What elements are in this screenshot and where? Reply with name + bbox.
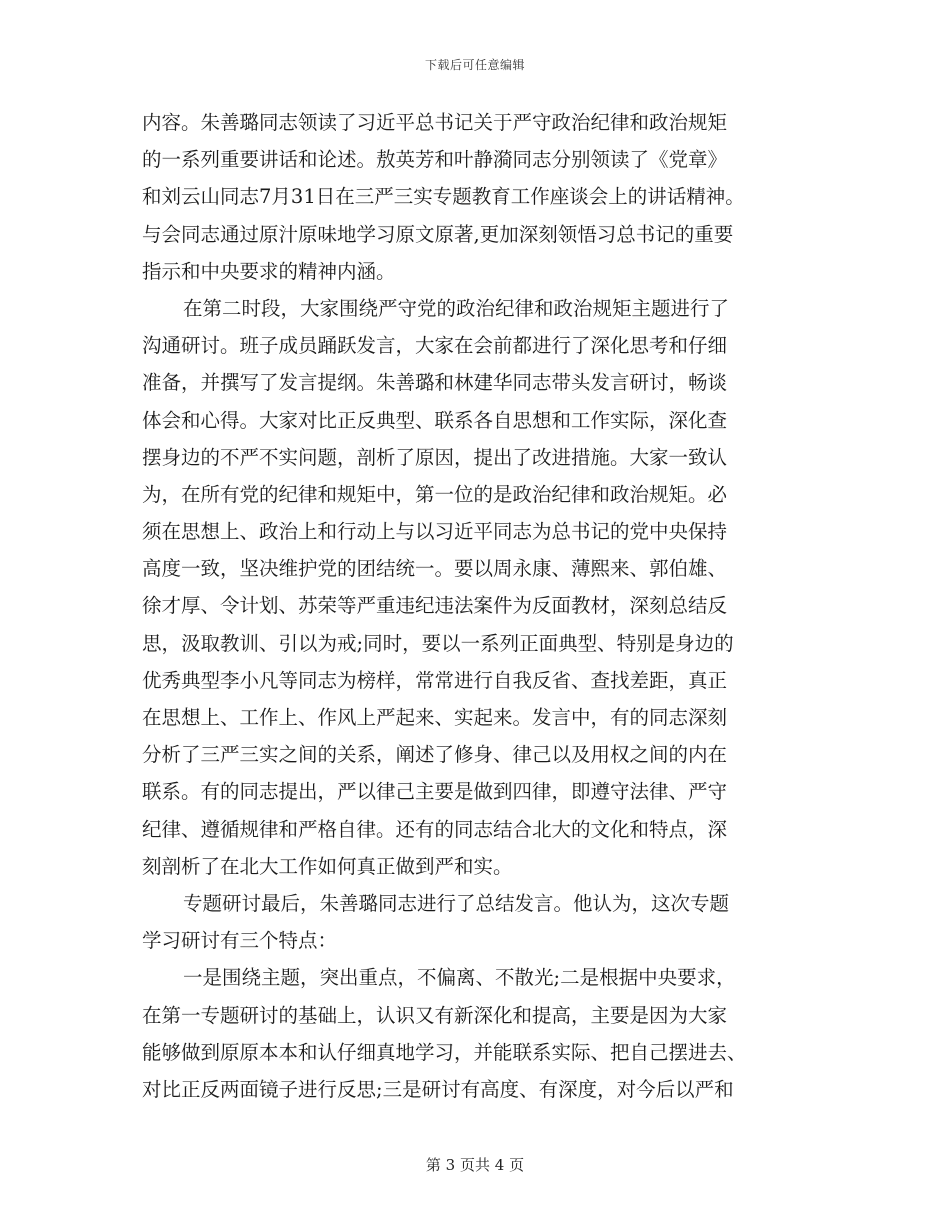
text-line: 高度一致，坚决维护党的团结统一。要以周永康、薄熙来、郭伯雄、: [142, 557, 728, 581]
text-line: 对比正反两面镜子进行反思;三是研讨有高度、有深度，对今后以严和: [142, 1077, 734, 1101]
text-line: 内容。朱善璐同志领读了习近平总书记关于严守政治纪律和政治规矩: [142, 111, 728, 134]
text-line: 刻剖析了在北大工作如何真正做到严和实。: [142, 854, 513, 878]
text-line: 联系。有的同志提出，严以律己主要是做到四律，即遵守法律、严守: [142, 780, 728, 804]
page-header: 下载后可任意编辑: [424, 58, 525, 72]
text-line: 徐才厚、令计划、苏荣等严重违纪违法案件为反面教材，深刻总结反: [142, 594, 728, 618]
text-line: 体会和心得。大家对比正反典型、联系各自思想和工作实际，深化查: [142, 408, 728, 432]
text-line: 专题研讨最后，朱善璐同志进行了总结发言。他认为，这次专题: [183, 891, 730, 915]
text-line: 优秀典型李小凡等同志为榜样，常常进行自我反省、查找差距，真正: [142, 668, 728, 692]
document-body: [142, 104, 812, 1108]
text-line: 分析了三严三实之间的关系，阐述了修身、律己以及用权之间的内在: [142, 743, 728, 767]
text-line: 在思想上、工作上、作风上严起来、实起来。发言中，有的同志深刻: [142, 706, 728, 729]
text-line: 和刘云山同志7月31日在三严三实专题教育工作座谈会上的讲话精神。: [142, 185, 745, 209]
text-line: 的一系列重要讲话和论述。敖英芳和叶静漪同志分别领读了《党章》: [142, 148, 728, 172]
text-line: 准备，并撰写了发言提纲。朱善璐和林建华同志带头发言研讨，畅谈: [142, 371, 728, 395]
text-line: 摆身边的不严不实问题，剖析了原因，提出了改进措施。大家一致认: [142, 445, 728, 469]
text-line: 能够做到原原本本和认仔细真地学习，并能联系实际、把自己摆进去、: [142, 1040, 747, 1064]
text-line: 一是围绕主题，突出重点，不偏离、不散光;二是根据中央要求，: [183, 966, 736, 990]
text-line: 与会同志通过原汁原味地学习原文原著,更加深刻领悟习总书记的重要: [142, 222, 734, 246]
text-line: 须在思想上、政治上和行动上与以习近平同志为总书记的党中央保持: [142, 520, 728, 544]
text-line: 在第一专题研讨的基础上，认识又有新深化和提高，主要是因为大家: [142, 1003, 728, 1027]
text-line: 思，汲取教训、引以为戒;同时，要以一系列正面典型、特别是身边的: [142, 631, 734, 655]
page-number-footer: 第 3 页共 4 页: [425, 1156, 525, 1174]
text-line: 在第二时段，大家围绕严守党的政治纪律和政治规矩主题进行了: [183, 296, 730, 320]
text-line: 学习研讨有三个特点：: [142, 929, 338, 953]
text-line: 沟通研讨。班子成员踊跃发言，大家在会前都进行了深化思考和仔细: [142, 334, 728, 358]
text-line: 为，在所有党的纪律和规矩中，第一位的是政治纪律和政治规矩。必: [142, 482, 728, 506]
text-line: 纪律、遵循规律和严格自律。还有的同志结合北大的文化和特点，深: [142, 817, 728, 841]
text-line: 指示和中央要求的精神内涵。: [142, 259, 396, 283]
